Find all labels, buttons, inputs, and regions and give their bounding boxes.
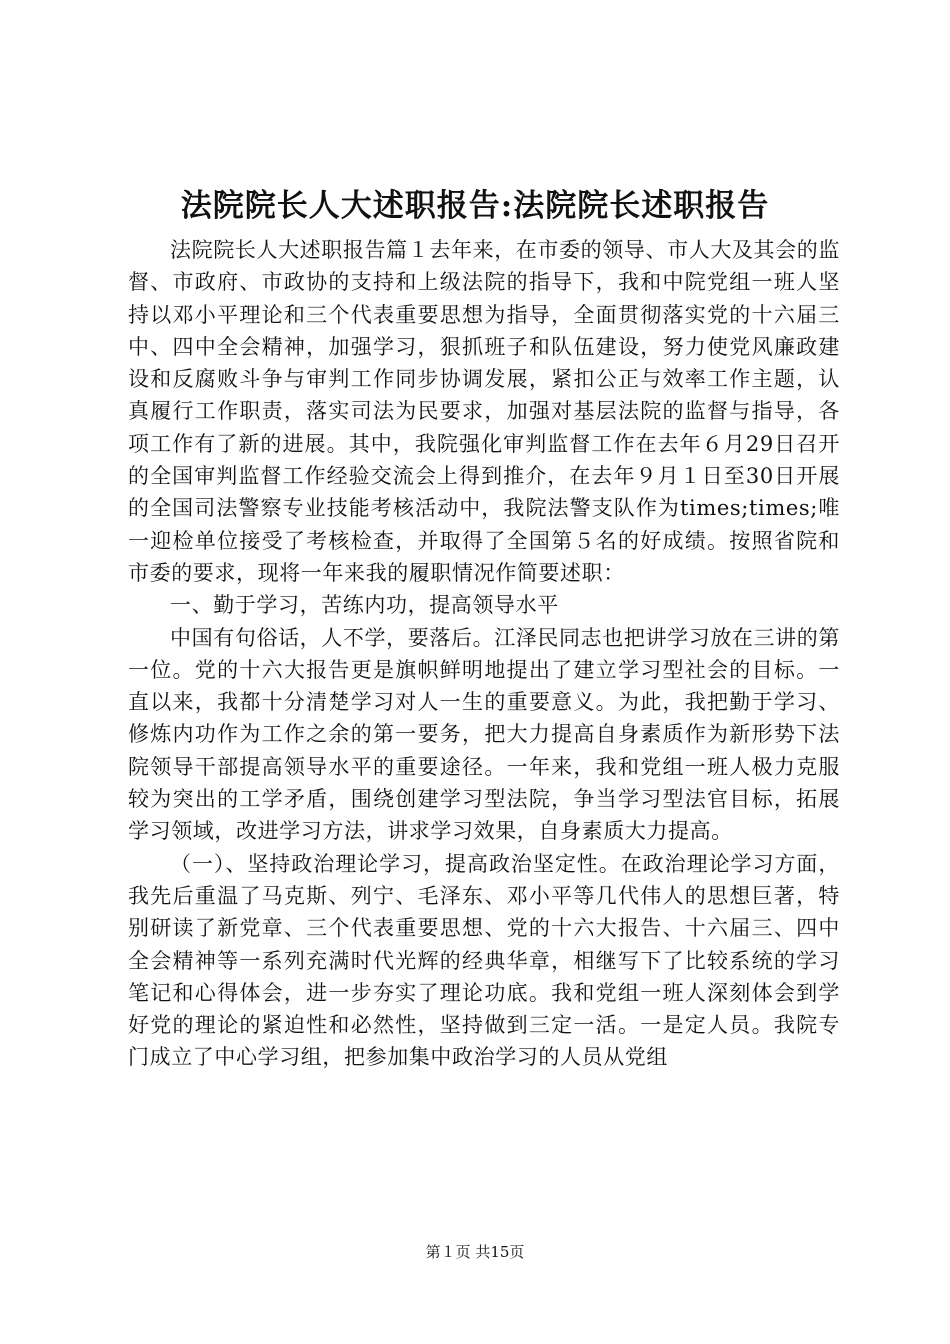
section-heading-1: 一、勤于学习，苦练内功，提高领导水平 [170,593,559,618]
document-body [128,234,840,1074]
paragraph-learning: 中国有句俗话，人不学，要落后。江泽民同志也把讲学习放在三讲的第一位。党的十六大报告更是旗帜鲜明地提出了建立学习型社会的目标。一直以来，我都十分清楚学习对人一生的重要意义。为此，我把勤于学习、修炼内功作为工作之余的第一要务，把大力提高自身素质作为新形势下法院领导干部提高领导水平的重要途径。一年来，我和党组一班人极力克服较为突出的工学矛盾，围绕创建学习型法院，争当学习型法官目标，拓展学习领域，改进学习方法，讲求学习效果，自身素质大力提高。 [128,625,840,844]
paragraph-intro: 法院院长人大述职报告篇１去年来，在市委的领导、市人大及其会的监督、市政府、市政协的支持和上级法院的指导下，我和中院党组一班人坚持以邓小平理论和三个代表重要思想为指导，全面贯彻落实党的十六届三中、四中全会精神，加强学习，狠抓班子和队伍建设，努力使党风廉政建设和反腐败斗争与审判工作同步协调发展，紧扣公正与效率工作主题，认真履行工作职责，落实司法为民要求，加强对基层法院的监督与指导，各项工作有了新的进展。其中，我院强化审判监督工作在去年６月29日召开的全国审判监督工作经验交流会上得到推介，在去年９月１日至30日开展的全国司法警察专业技能考核活动中，我院法警支队作为times;times;唯一迎检单位接受了考核检查，并取得了全国第５名的好成绩。按照省院和市委的要求，现将一年来我的履职情况作简要述职： [128,238,840,585]
document-title: 法院院长人大述职报告:法院院长述职报告 [180,188,770,224]
page-number-footer: 第１页 共15页 [425,1243,525,1261]
paragraph-political-theory: （一）、坚持政治理论学习，提高政治坚定性。在政治理论学习方面，我先后重温了马克斯、列宁、毛泽东、邓小平等几代伟人的思想巨著，特别研读了新党章、三个代表重要思想、党的十六大报告、十六届三、四中全会精神等一系列充满时代光辉的经典华章，相继写下了比较系统的学习笔记和心得体会，进一步夯实了理论功底。我和党组一班人深刻体会到学好党的理论的紧迫性和必然性，坚持做到三定一活。一是定人员。我院专门成立了中心学习组，把参加集中政治学习的人员从党组 [128,851,840,1070]
